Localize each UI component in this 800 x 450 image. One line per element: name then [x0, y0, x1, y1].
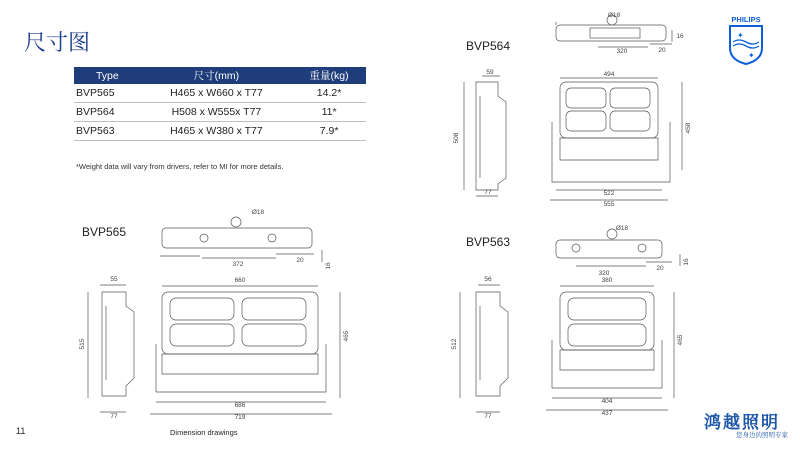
dim-text: 59 [486, 69, 494, 76]
dim-text: 719 [234, 414, 246, 421]
dim-text: 380 [601, 277, 613, 284]
svg-text:PHILIPS: PHILIPS [731, 15, 761, 24]
bvp563-top-view [556, 229, 680, 266]
dim-text: 77 [110, 413, 118, 420]
bvp563-front-view [546, 286, 674, 410]
bvp565-side-view [88, 285, 134, 412]
dim-text: 458 [685, 122, 692, 134]
page-title: 尺寸图 [24, 31, 91, 56]
dim-text: 555 [603, 201, 615, 208]
dim-text: 508 [453, 132, 460, 144]
dim-text: 465 [343, 330, 350, 342]
dim-text: 56 [484, 276, 492, 283]
dim-text: 515 [79, 338, 86, 350]
cell-size: H465 x W660 x T77 [141, 84, 292, 103]
dim-text: 404 [601, 398, 613, 405]
dim-text: 686 [234, 402, 246, 409]
bvp563-side-view [460, 285, 508, 412]
cell-type: BVP564 [74, 103, 141, 122]
bvp564-top-view [556, 15, 672, 47]
col-weight-header: 重量(kg) [292, 67, 366, 84]
bvp565-front-view [150, 286, 340, 414]
bvp565-label: BVP565 [82, 225, 127, 239]
cell-weight: 7.9* [292, 122, 366, 141]
dim-text: 522 [603, 190, 615, 197]
svg-text:✦: ✦ [737, 31, 744, 40]
brand-tagline: 您身边的照明专家 [736, 431, 788, 439]
dim-text: 16 [683, 258, 690, 266]
dim-text: 372 [232, 261, 244, 268]
bvp564-side-view [464, 76, 506, 196]
dim-text: Ø18 [615, 225, 629, 232]
dim-text: Ø18 [251, 209, 265, 216]
bvp564-label: BVP564 [466, 39, 511, 53]
cell-type: BVP563 [74, 122, 141, 141]
dim-text: 660 [234, 277, 246, 284]
dim-text: Ø18 [607, 12, 621, 19]
dim-text: 20 [296, 257, 304, 264]
dim-text: 20 [658, 47, 666, 54]
dim-text: 16 [676, 33, 684, 40]
dim-text: 77 [484, 413, 492, 420]
dim-text: 494 [603, 71, 615, 78]
dim-text: 77 [484, 189, 492, 196]
cell-type: BVP565 [74, 84, 141, 103]
cell-weight: 11* [292, 103, 366, 122]
dim-text: 320 [598, 270, 610, 277]
brand-name: 鸿越照明 [704, 413, 780, 433]
bvp565-top-view [160, 217, 322, 262]
dim-text: 512 [451, 338, 458, 350]
dim-text: 20 [656, 265, 664, 272]
bvp564-front-view [550, 78, 682, 200]
col-size-header: 尺寸(mm) [141, 67, 292, 84]
dim-text: 465 [677, 334, 684, 346]
weight-note: *Weight data will vary from drivers, refer to MI for more details. [76, 162, 284, 171]
bvp565-dims [79, 209, 350, 421]
col-type-header: Type [74, 67, 141, 84]
caption: Dimension drawings [170, 428, 238, 437]
dim-text: 55 [110, 276, 118, 283]
dim-text: 16 [325, 262, 332, 270]
bvp564-dims [453, 12, 692, 208]
page-number: 11 [16, 426, 26, 436]
dim-text: 320 [616, 48, 628, 55]
bvp563-label: BVP563 [466, 235, 511, 249]
cell-size: H508 x W555x T77 [141, 103, 292, 122]
svg-text:✦: ✦ [748, 51, 755, 60]
cell-weight: 14.2* [292, 84, 366, 103]
dim-text: 437 [601, 410, 613, 417]
cell-size: H465 x W380 x T77 [141, 122, 292, 141]
